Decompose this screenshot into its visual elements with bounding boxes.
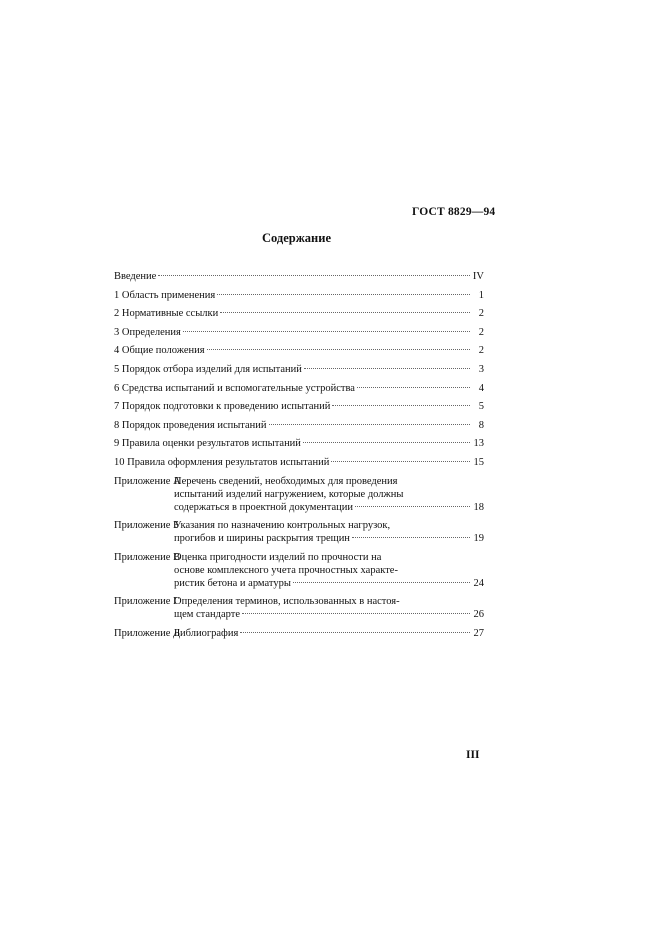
- toc-entry-text: 8 Порядок проведения испытаний: [114, 419, 267, 431]
- toc-entry-text: 5 Порядок отбора изделий для испытаний: [114, 363, 302, 375]
- toc-entry-page: 26: [473, 609, 484, 621]
- toc-entry-body: [114, 307, 484, 320]
- dot-leader: [303, 442, 470, 443]
- toc-entry-line: [174, 608, 484, 621]
- toc-entry: [114, 289, 484, 302]
- toc-entry-prefix: Приложение В: [114, 551, 180, 563]
- toc-entry-body: [114, 456, 484, 469]
- toc-entry-page: IV: [472, 271, 484, 282]
- toc-entry-body: [114, 437, 484, 450]
- toc-entry-line: [174, 519, 484, 532]
- toc-entry-line: [174, 564, 484, 577]
- toc-entry-line: [174, 501, 484, 514]
- toc-entry-page: 24: [473, 577, 484, 589]
- toc-entry-text: Оценка пригодности изделий по прочности на: [174, 551, 382, 563]
- toc-entry-text: 2 Нормативные ссылки: [114, 308, 219, 320]
- toc-entry-line: [114, 363, 484, 376]
- dot-leader: [220, 312, 470, 313]
- toc-entry-text: Перечень сведений, необходимых для проведения: [174, 475, 398, 487]
- toc-entry-body: [174, 475, 484, 514]
- toc-entry: [114, 437, 484, 450]
- toc-entry-page: 3: [478, 363, 484, 375]
- toc-entry-body: [114, 363, 484, 376]
- toc-entry-page: 13: [473, 438, 484, 450]
- toc-entry-body: [174, 595, 484, 621]
- toc-entry-text: 10 Правила оформления результатов испытаний: [114, 456, 330, 468]
- dot-leader: [352, 537, 470, 538]
- dot-leader: [217, 294, 470, 295]
- toc-entry-body: [114, 289, 484, 302]
- toc-entry: [114, 475, 484, 514]
- toc-entry-page: 18: [473, 501, 484, 513]
- toc-entry-prefix: Приложение А: [114, 475, 181, 487]
- toc-entry-text: ристик бетона и арматуры: [174, 577, 291, 589]
- toc-entry: [114, 627, 484, 640]
- toc-entry-page: 15: [473, 456, 484, 468]
- toc-title: Содержание: [262, 231, 332, 245]
- toc-entry-page: 19: [473, 533, 484, 545]
- toc-entry-body: [114, 326, 484, 339]
- toc-entry: [114, 307, 484, 320]
- toc-entry-prefix: Приложение Б: [114, 520, 180, 532]
- toc-entry: [114, 419, 484, 432]
- toc-entry: [114, 344, 484, 357]
- toc-entry-text: 4 Общие положения: [114, 345, 205, 357]
- toc-entry-page: 1: [478, 289, 484, 301]
- toc-entry: [114, 595, 484, 621]
- toc-entry-body: [114, 400, 484, 413]
- dot-leader: [332, 405, 470, 406]
- toc-entry-line: [114, 289, 484, 302]
- toc-entry-text: 1 Область применения: [114, 289, 216, 301]
- toc-entry-line: [114, 456, 484, 469]
- toc-entry-text: щем стандарте: [174, 609, 241, 621]
- toc-entry-body: [114, 344, 484, 357]
- toc-entry-page: 5: [478, 401, 484, 413]
- dot-leader: [158, 275, 470, 276]
- dot-leader: [183, 331, 470, 332]
- page-number: III: [466, 749, 480, 761]
- toc-entry-line: [114, 400, 484, 413]
- toc-entry-body: [114, 382, 484, 395]
- table-of-contents: [114, 270, 484, 646]
- toc-entry-text: Введение: [114, 271, 157, 282]
- toc-entry-line: [114, 307, 484, 320]
- toc-entry-line: [174, 551, 484, 564]
- toc-entry-prefix: Приложение Д: [114, 627, 181, 639]
- toc-entry: [114, 519, 484, 545]
- toc-entry-line: [174, 577, 484, 590]
- toc-entry-prefix: Приложение Г: [114, 596, 180, 608]
- toc-entry-text: содержаться в проектной документации: [174, 501, 353, 513]
- toc-entry-body: [114, 270, 484, 283]
- toc-entry-text: Указания по назначению контрольных нагрузок,: [174, 520, 391, 532]
- toc-entry-text: 3 Определения: [114, 326, 181, 338]
- toc-entry: [114, 270, 484, 283]
- toc-entry-text: 7 Порядок подготовки к проведению испытаний: [114, 401, 331, 413]
- toc-entry-line: [114, 270, 484, 283]
- toc-entry-line: [174, 627, 484, 640]
- toc-entry-page: 27: [473, 627, 484, 639]
- toc-entry-body: [174, 519, 484, 545]
- toc-entry-text: Библиография: [174, 627, 239, 639]
- toc-entry-body: [174, 551, 484, 590]
- toc-entry-line: [174, 532, 484, 545]
- dot-leader: [293, 582, 470, 583]
- toc-entry-text: прогибов и ширины раскрытия трещин: [174, 533, 350, 545]
- toc-entry-text: основе комплексного учета прочностных характе-: [174, 564, 398, 576]
- dot-leader: [242, 613, 470, 614]
- document-code: ГОСТ 8829—94: [412, 206, 496, 218]
- toc-entry-text: 9 Правила оценки результатов испытаний: [114, 438, 301, 450]
- dot-leader: [207, 349, 470, 350]
- toc-entry-line: [114, 437, 484, 450]
- dot-leader: [357, 387, 470, 388]
- dot-leader: [355, 506, 470, 507]
- toc-entry: [114, 551, 484, 590]
- dot-leader: [331, 461, 470, 462]
- toc-entry-line: [174, 475, 484, 488]
- toc-entry-body: [114, 419, 484, 432]
- toc-entry-page: 2: [478, 326, 484, 338]
- toc-entry: [114, 400, 484, 413]
- toc-entry-line: [174, 488, 484, 501]
- dot-leader: [269, 424, 470, 425]
- toc-entry: [114, 363, 484, 376]
- toc-entry-text: Определения терминов, использованных в настоя-: [174, 596, 400, 608]
- toc-entry-line: [174, 595, 484, 608]
- toc-entry: [114, 326, 484, 339]
- toc-entry-line: [114, 382, 484, 395]
- dot-leader: [304, 368, 470, 369]
- toc-entry-text: испытаний изделий нагружением, которые должны: [174, 488, 404, 500]
- toc-entry-body: [174, 627, 484, 640]
- toc-entry-page: 2: [478, 345, 484, 357]
- toc-entry: [114, 456, 484, 469]
- toc-entry-text: 6 Средства испытаний и вспомогательные устройства: [114, 382, 355, 394]
- toc-entry-line: [114, 326, 484, 339]
- toc-entry: [114, 382, 484, 395]
- toc-entry-page: 4: [478, 382, 484, 394]
- toc-entry-page: 2: [478, 308, 484, 320]
- dot-leader: [240, 632, 470, 633]
- toc-entry-page: 8: [478, 419, 484, 431]
- toc-entry-line: [114, 419, 484, 432]
- toc-entry-line: [114, 344, 484, 357]
